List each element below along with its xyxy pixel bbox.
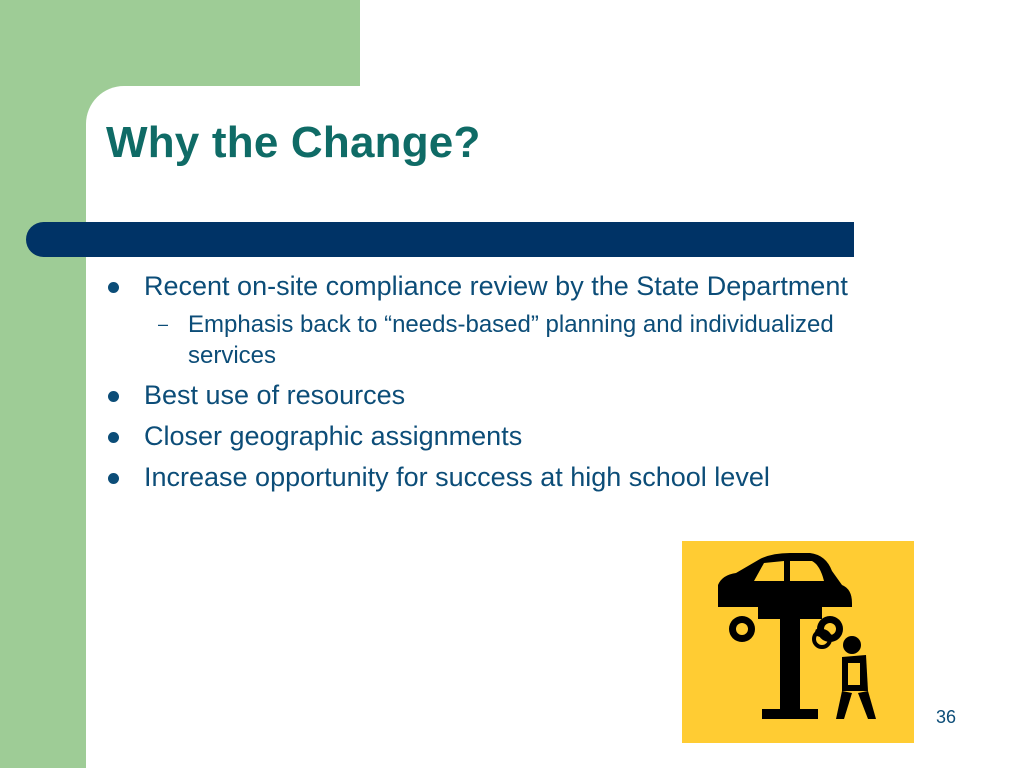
bullet-item [108,461,868,494]
sub-bullet-list [144,309,868,371]
bullet-text: Recent on-site compliance review by the State Department [144,271,848,301]
bullet-text: Increase opportunity for success at high school level [144,462,770,492]
bullet-dot [108,473,119,484]
bullet-item [108,420,868,453]
slide-number: 36 [936,707,957,727]
sub-bullet-item [144,309,868,371]
car-mechanic-lift-icon [682,541,914,743]
bullet-text: Closer geographic assignments [144,421,523,451]
bullet-dot [108,282,119,293]
bullet-item [108,270,868,371]
top-right-white-area [360,0,1024,88]
bullet-text: Best use of resources [144,380,406,410]
bullet-item [108,379,868,412]
sub-bullet-text: Emphasis back to “needs-based” planning and individualized services [188,311,834,369]
bullet-dot [108,391,119,402]
title-divider-bar [26,222,854,257]
sub-bullet-dash: – [158,314,169,334]
bullet-dot [108,432,119,443]
bullet-list [108,270,868,502]
slide-title: Why the Change? [106,118,481,167]
clipart-drawing [682,541,914,743]
